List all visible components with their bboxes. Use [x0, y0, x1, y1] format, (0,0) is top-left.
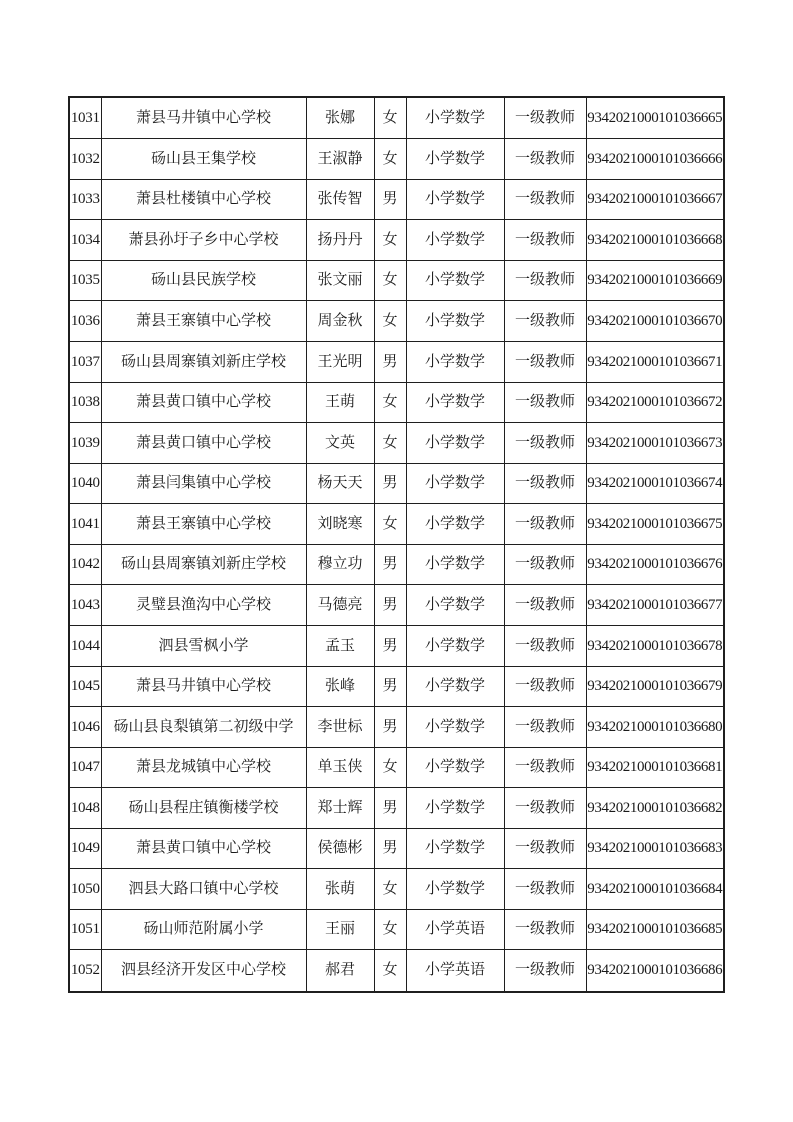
cell-id: 1039	[69, 423, 101, 464]
cell-title: 一级教师	[504, 585, 586, 626]
cell-name: 侯德彬	[306, 828, 374, 869]
cell-school: 泗县经济开发区中心学校	[101, 950, 306, 992]
table-row	[69, 625, 724, 666]
cell-school: 萧县王寨镇中心学校	[101, 504, 306, 545]
cell-school: 萧县马井镇中心学校	[101, 666, 306, 707]
cell-school: 萧县马井镇中心学校	[101, 97, 306, 139]
cell-title: 一级教师	[504, 869, 586, 910]
cell-subject: 小学数学	[406, 139, 504, 180]
cell-cert: 9342021000101036667	[586, 179, 724, 220]
cell-name: 马德亮	[306, 585, 374, 626]
cell-subject: 小学数学	[406, 788, 504, 829]
table-row	[69, 544, 724, 585]
cell-gender: 女	[374, 301, 406, 342]
cell-id: 1047	[69, 747, 101, 788]
cell-title: 一级教师	[504, 950, 586, 992]
table-row	[69, 260, 724, 301]
teacher-records-table	[68, 96, 725, 993]
cell-cert: 9342021000101036669	[586, 260, 724, 301]
cell-cert: 9342021000101036671	[586, 342, 724, 383]
cell-subject: 小学数学	[406, 179, 504, 220]
cell-gender: 男	[374, 666, 406, 707]
cell-id: 1032	[69, 139, 101, 180]
table-row	[69, 747, 724, 788]
cell-school: 萧县孙圩子乡中心学校	[101, 220, 306, 261]
table-row	[69, 707, 724, 748]
cell-name: 李世标	[306, 707, 374, 748]
cell-name: 王光明	[306, 342, 374, 383]
cell-id: 1033	[69, 179, 101, 220]
cell-name: 张娜	[306, 97, 374, 139]
cell-gender: 男	[374, 707, 406, 748]
cell-id: 1043	[69, 585, 101, 626]
cell-name: 周金秋	[306, 301, 374, 342]
cell-name: 孟玉	[306, 625, 374, 666]
cell-school: 砀山县民族学校	[101, 260, 306, 301]
cell-school: 砀山县周寨镇刘新庄学校	[101, 544, 306, 585]
cell-name: 张萌	[306, 869, 374, 910]
cell-subject: 小学数学	[406, 220, 504, 261]
cell-title: 一级教师	[504, 707, 586, 748]
cell-subject: 小学数学	[406, 869, 504, 910]
cell-subject: 小学数学	[406, 260, 504, 301]
cell-name: 穆立功	[306, 544, 374, 585]
cell-school: 泗县大路口镇中心学校	[101, 869, 306, 910]
cell-title: 一级教师	[504, 97, 586, 139]
cell-name: 王丽	[306, 909, 374, 950]
cell-gender: 男	[374, 828, 406, 869]
cell-id: 1045	[69, 666, 101, 707]
cell-id: 1044	[69, 625, 101, 666]
cell-school: 灵璧县渔沟中心学校	[101, 585, 306, 626]
cell-cert: 9342021000101036677	[586, 585, 724, 626]
cell-subject: 小学数学	[406, 382, 504, 423]
cell-name: 文英	[306, 423, 374, 464]
cell-gender: 男	[374, 625, 406, 666]
cell-gender: 女	[374, 869, 406, 910]
table-row	[69, 950, 724, 992]
table-row	[69, 909, 724, 950]
table-row	[69, 828, 724, 869]
cell-title: 一级教师	[504, 544, 586, 585]
cell-subject: 小学数学	[406, 301, 504, 342]
cell-cert: 9342021000101036684	[586, 869, 724, 910]
cell-name: 扬丹丹	[306, 220, 374, 261]
cell-name: 张文丽	[306, 260, 374, 301]
cell-name: 张峰	[306, 666, 374, 707]
cell-subject: 小学英语	[406, 950, 504, 992]
cell-cert: 9342021000101036668	[586, 220, 724, 261]
table-row	[69, 504, 724, 545]
cell-subject: 小学数学	[406, 544, 504, 585]
cell-school: 泗县雪枫小学	[101, 625, 306, 666]
table-row	[69, 463, 724, 504]
table-row	[69, 382, 724, 423]
cell-gender: 女	[374, 504, 406, 545]
table-row	[69, 179, 724, 220]
cell-id: 1051	[69, 909, 101, 950]
cell-gender: 女	[374, 909, 406, 950]
cell-cert: 9342021000101036680	[586, 707, 724, 748]
cell-gender: 女	[374, 747, 406, 788]
cell-subject: 小学数学	[406, 666, 504, 707]
table-row	[69, 666, 724, 707]
table-row	[69, 423, 724, 464]
cell-gender: 女	[374, 220, 406, 261]
cell-id: 1031	[69, 97, 101, 139]
cell-title: 一级教师	[504, 342, 586, 383]
cell-cert: 9342021000101036666	[586, 139, 724, 180]
cell-subject: 小学数学	[406, 625, 504, 666]
cell-subject: 小学数学	[406, 97, 504, 139]
cell-name: 张传智	[306, 179, 374, 220]
cell-title: 一级教师	[504, 504, 586, 545]
cell-gender: 男	[374, 463, 406, 504]
cell-cert: 9342021000101036675	[586, 504, 724, 545]
cell-id: 1034	[69, 220, 101, 261]
cell-cert: 9342021000101036683	[586, 828, 724, 869]
cell-school: 萧县杜楼镇中心学校	[101, 179, 306, 220]
cell-subject: 小学数学	[406, 423, 504, 464]
cell-id: 1036	[69, 301, 101, 342]
cell-id: 1052	[69, 950, 101, 992]
table-row	[69, 788, 724, 829]
cell-gender: 女	[374, 260, 406, 301]
cell-gender: 女	[374, 139, 406, 180]
cell-subject: 小学数学	[406, 463, 504, 504]
cell-id: 1049	[69, 828, 101, 869]
cell-title: 一级教师	[504, 179, 586, 220]
cell-subject: 小学数学	[406, 585, 504, 626]
cell-gender: 男	[374, 544, 406, 585]
table-row	[69, 301, 724, 342]
cell-id: 1035	[69, 260, 101, 301]
table-row	[69, 97, 724, 139]
cell-title: 一级教师	[504, 382, 586, 423]
cell-school: 萧县闫集镇中心学校	[101, 463, 306, 504]
cell-gender: 女	[374, 382, 406, 423]
cell-cert: 9342021000101036670	[586, 301, 724, 342]
cell-subject: 小学数学	[406, 504, 504, 545]
cell-cert: 9342021000101036685	[586, 909, 724, 950]
cell-subject: 小学数学	[406, 747, 504, 788]
cell-title: 一级教师	[504, 747, 586, 788]
cell-subject: 小学数学	[406, 707, 504, 748]
cell-name: 杨天天	[306, 463, 374, 504]
cell-cert: 9342021000101036681	[586, 747, 724, 788]
cell-title: 一级教师	[504, 423, 586, 464]
records-body	[69, 97, 724, 992]
cell-name: 郝君	[306, 950, 374, 992]
cell-subject: 小学数学	[406, 342, 504, 383]
cell-id: 1038	[69, 382, 101, 423]
table-row	[69, 139, 724, 180]
cell-name: 郑士辉	[306, 788, 374, 829]
cell-subject: 小学数学	[406, 828, 504, 869]
cell-school: 砀山县良梨镇第二初级中学	[101, 707, 306, 748]
cell-school: 萧县龙城镇中心学校	[101, 747, 306, 788]
cell-title: 一级教师	[504, 220, 586, 261]
cell-title: 一级教师	[504, 828, 586, 869]
cell-id: 1042	[69, 544, 101, 585]
cell-name: 刘晓寒	[306, 504, 374, 545]
cell-title: 一级教师	[504, 463, 586, 504]
cell-school: 萧县黄口镇中心学校	[101, 828, 306, 869]
cell-gender: 女	[374, 97, 406, 139]
cell-title: 一级教师	[504, 301, 586, 342]
table-row	[69, 220, 724, 261]
cell-school: 砀山县周寨镇刘新庄学校	[101, 342, 306, 383]
cell-title: 一级教师	[504, 625, 586, 666]
cell-school: 砀山师范附属小学	[101, 909, 306, 950]
cell-title: 一级教师	[504, 788, 586, 829]
cell-school: 萧县王寨镇中心学校	[101, 301, 306, 342]
cell-gender: 男	[374, 585, 406, 626]
table-row	[69, 869, 724, 910]
cell-cert: 9342021000101036682	[586, 788, 724, 829]
cell-id: 1048	[69, 788, 101, 829]
cell-title: 一级教师	[504, 666, 586, 707]
cell-school: 砀山县程庄镇衡楼学校	[101, 788, 306, 829]
cell-cert: 9342021000101036676	[586, 544, 724, 585]
cell-gender: 女	[374, 950, 406, 992]
cell-cert: 9342021000101036679	[586, 666, 724, 707]
cell-title: 一级教师	[504, 260, 586, 301]
cell-name: 王萌	[306, 382, 374, 423]
table-row	[69, 585, 724, 626]
cell-id: 1050	[69, 869, 101, 910]
cell-id: 1046	[69, 707, 101, 748]
table-row	[69, 342, 724, 383]
cell-gender: 男	[374, 342, 406, 383]
cell-id: 1037	[69, 342, 101, 383]
cell-gender: 男	[374, 788, 406, 829]
cell-school: 砀山县王集学校	[101, 139, 306, 180]
cell-school: 萧县黄口镇中心学校	[101, 423, 306, 464]
cell-id: 1041	[69, 504, 101, 545]
cell-cert: 9342021000101036672	[586, 382, 724, 423]
cell-subject: 小学英语	[406, 909, 504, 950]
cell-cert: 9342021000101036678	[586, 625, 724, 666]
cell-title: 一级教师	[504, 909, 586, 950]
cell-school: 萧县黄口镇中心学校	[101, 382, 306, 423]
cell-id: 1040	[69, 463, 101, 504]
cell-title: 一级教师	[504, 139, 586, 180]
cell-cert: 9342021000101036674	[586, 463, 724, 504]
cell-cert: 9342021000101036673	[586, 423, 724, 464]
cell-name: 王淑静	[306, 139, 374, 180]
cell-gender: 女	[374, 423, 406, 464]
cell-name: 单玉侠	[306, 747, 374, 788]
cell-cert: 9342021000101036665	[586, 97, 724, 139]
cell-gender: 男	[374, 179, 406, 220]
cell-cert: 9342021000101036686	[586, 950, 724, 992]
